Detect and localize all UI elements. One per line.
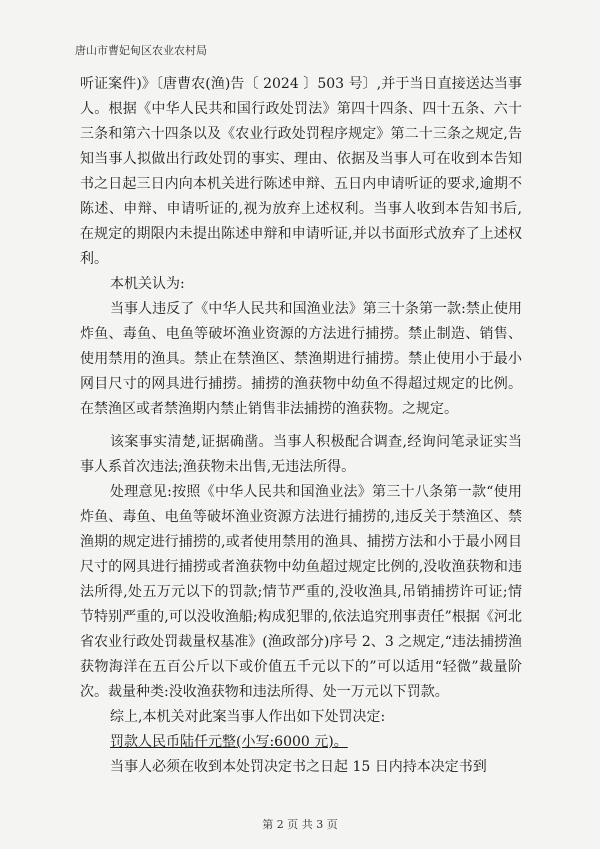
paragraph-violation: 当事人违反了《中华人民共和国渔业法》第三十条第一款:禁止使用炸鱼、毒鱼、电鱼等破坏渔业资源的方法进行捕捞。禁止制造、销售、使用禁用的渔具。禁止在禁渔区、禁渔期进行捕捞。禁止使用小于最小网目尺寸的网具进行捕捞。捕捞的渔获物中幼鱼不得超过规定的比例。在禁渔区或者禁渔期内禁止销售非法捕捞的渔获物。之规定。 bbox=[80, 301, 522, 417]
paragraph-fine-amount: 罚款人民币陆仟元整(小写:6000 元)。 bbox=[110, 734, 348, 750]
paragraph-notice: 听证案件)》〔唐曹农(渔)告〔 2024 〕503 号〕,并于当日直接送达当事人。根据《中华人民共和国行政处罚法》第四十四条、四十五条、六十三条和第六十四条以及《农业行政处罚程序规定》第二十三条之规定,告知当事人拟做出行政处罚的事实、理由、依据及当事人可在收到本告知书之日起三日内向本机关进行陈述申辩、五日内申请听证的要求,逾期不陈述、申辩、申请听证的,视为放弃上述权利。当事人收到本告知书后,在规定的期限内未提出陈述申辩和申请听证,并以书面形式放弃了上述权利。 bbox=[80, 76, 522, 267]
paragraph-payment-instruction: 当事人必须在收到本处罚决定书之日起 15 日内持本决定书到 bbox=[110, 759, 487, 775]
paragraph-decision-intro: 综上,本机关对此案当事人作出如下处罚决定: bbox=[110, 709, 386, 725]
document-body bbox=[80, 72, 522, 780]
page-header: 唐山市曹妃甸区农业农村局 bbox=[75, 44, 207, 57]
paragraph-handling-opinion: 处理意见:按照《中华人民共和国渔业法》第三十八条第一款“使用炸鱼、毒鱼、电鱼等破坏渔业资源方法进行捕捞的,违反关于禁渔区、禁渔期的规定进行捕捞的,或者使用禁用的渔具、捕捞方法和小于最小网目尺寸的网具进行捕捞或者渔获物中幼鱼超过规定比例的,没收渔获物和违法所得,处五万元以下的罚款;情节严重的,没收渔具,吊销捕捞许可证;情节特别严重的,可以没收渔船;构成犯罪的,依法追究刑事责任”根据《河北省农业行政处罚裁量权基准》(渔政部分)序号 2、3 之规定,“违法捕捞渔获物海洋在五百公斤以下或价值五千元以下的”可以适用“轻微”裁量阶次。裁量种类:没收渔获物和违法所得、处一万元以下罚款。 bbox=[80, 484, 522, 700]
paragraph-facts: 该案事实清楚,证据确凿。当事人积极配合调查,经询问笔录证实当事人系首次违法;渔获物未出售,无违法所得。 bbox=[80, 434, 522, 475]
paragraph-opinion-heading: 本机关认为: bbox=[110, 276, 185, 292]
page-number: 第 2 页 共 3 页 bbox=[262, 818, 338, 831]
